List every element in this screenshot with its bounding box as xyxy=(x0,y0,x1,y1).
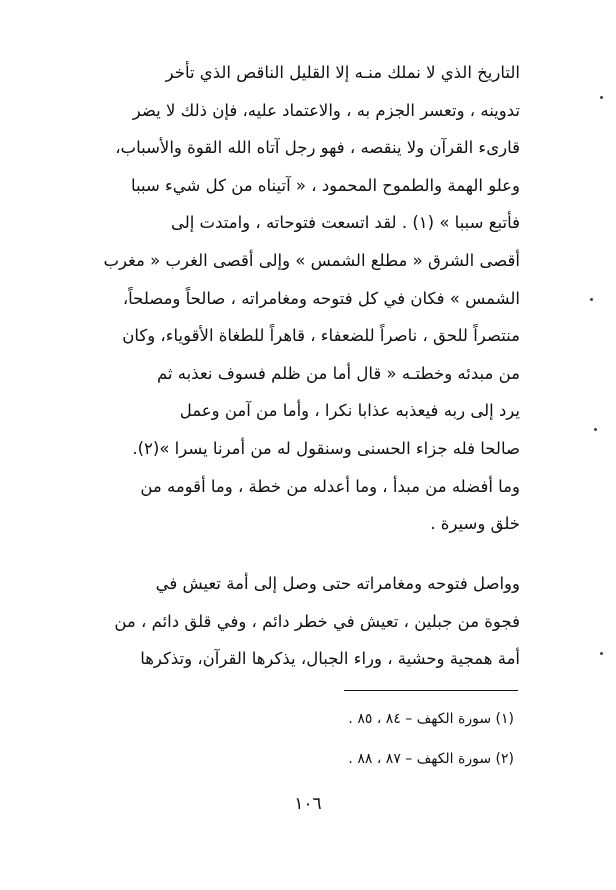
text-line: وما أفضله من مبدأ ، وما أعدله من خطة ، وما أقومه من xyxy=(140,476,520,496)
paragraph-2 xyxy=(80,565,520,678)
scan-speck xyxy=(594,428,597,431)
text-line: صالحا فله جزاء الحسنى وسنقول له من أمرنا يسرا »(٢). xyxy=(132,438,520,458)
scan-speck xyxy=(600,96,603,99)
text-line: خلق وسيرة . xyxy=(430,514,520,534)
footnote-divider xyxy=(344,690,518,691)
text-line: أقصى الشرق « مطلع الشمس » وإلى أقصى الغرب « مغرب xyxy=(103,250,520,270)
page-number: ١٠٦ xyxy=(294,794,322,814)
text-line: أمة همجية وحشية ، وراء الجبال، يذكرها القرآن، وتذكرها xyxy=(140,649,520,669)
text-line: فجوة من جبلين ، تعيش في خطر دائم ، وفي قلق دائم ، من xyxy=(114,611,520,631)
scan-speck xyxy=(600,652,603,655)
scan-speck xyxy=(590,298,593,301)
footnote-2: (٢) سورة الكهف – ٨٧ ، ٨٨ . xyxy=(348,751,514,767)
text-line: الشمس » فكان في كل فتوحه ومغامراته ، صالحاً ومصلحاً، xyxy=(122,288,520,308)
text-line: تدوينه ، وتعسر الجزم به ، والاعتماد عليه، فإن ذلك لا يضر xyxy=(132,100,520,120)
text-line: وعلو الهمة والطموح المحمود ، « آتيناه من كل شيء سببا xyxy=(130,175,520,195)
text-line: وواصل فتوحه ومغامراته حتى وصل إلى أمة تعيش في xyxy=(155,574,520,593)
text-line: فأتبع سببا » (١) . لقد اتسعت فتوحاته ، وامتدت إلى xyxy=(170,213,520,233)
footnote-1: (١) سورة الكهف – ٨٤ ، ٨٥ . xyxy=(348,711,514,727)
text-line: منتصراً للحق ، ناصراً للضعفاء ، قاهراً للطغاة الأقوياء، وكان xyxy=(122,326,520,346)
text-line: يرد إلى ربه فيعذبه عذابا نكرا ، وأما من آمن وعمل xyxy=(179,401,520,421)
text-line: التاريخ الذي لا نملك منـه إلا القليل الناقص الذي تأخر xyxy=(165,63,520,82)
text-line: من مبدئه وخطتـه « قال أما من ظلم فسوف نعذبه ثم xyxy=(156,363,520,383)
text-line: قارىء القرآن ولا ينقصه ، فهو رجل آتاه الله القوة والأسباب، xyxy=(115,138,520,158)
paragraph-1 xyxy=(80,54,520,543)
